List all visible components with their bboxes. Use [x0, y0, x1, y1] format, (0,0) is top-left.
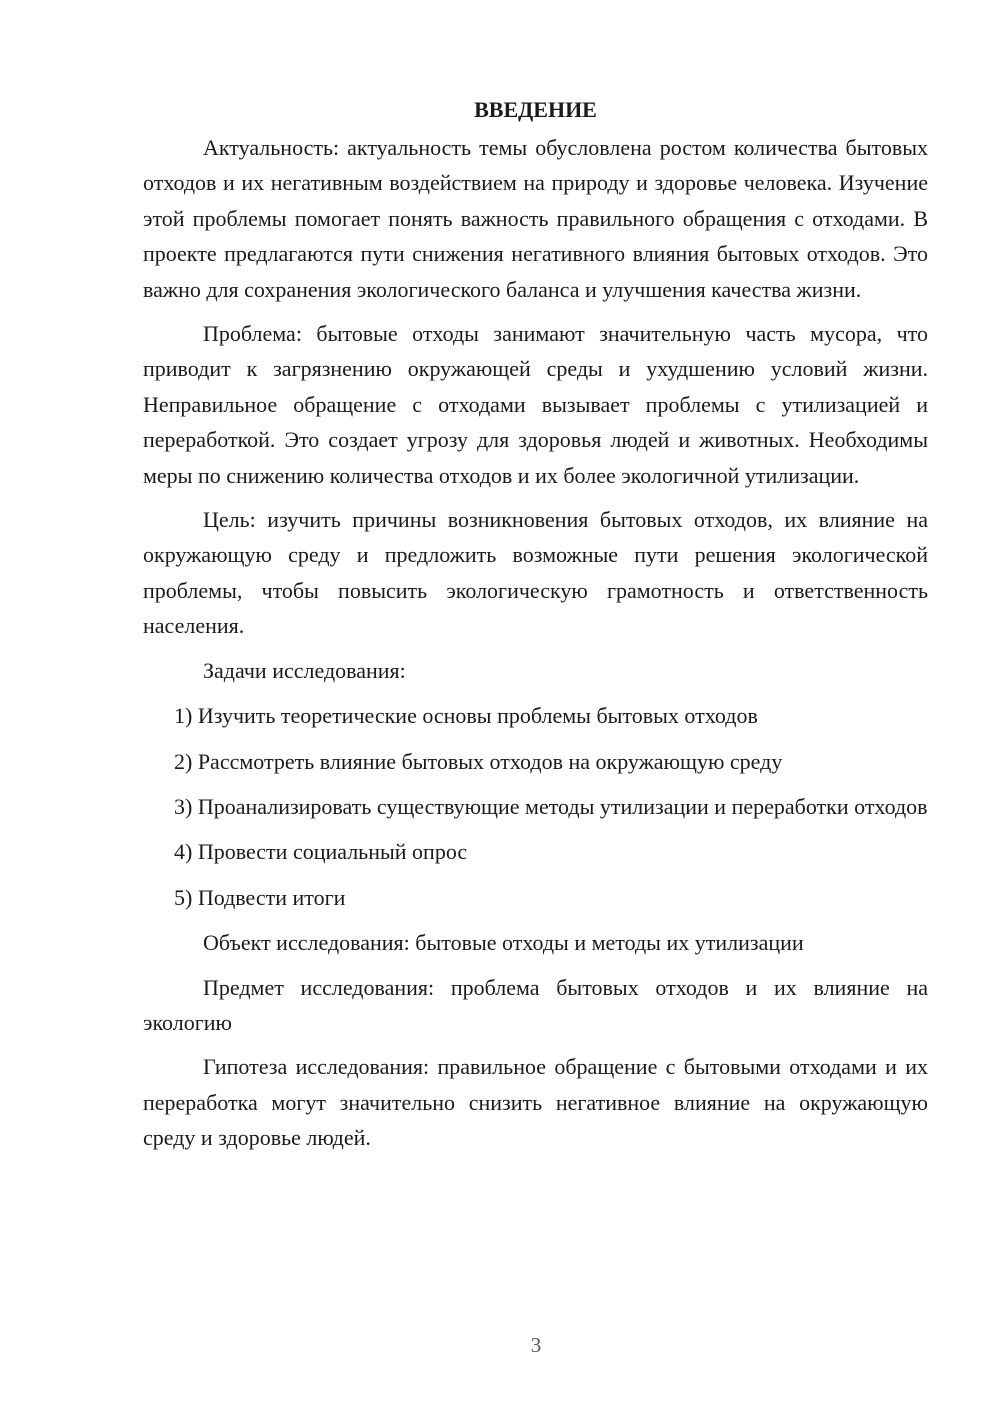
research-object-paragraph: Объект исследования: бытовые отходы и методы их утилизации [203, 930, 804, 956]
problem-paragraph: Проблема: бытовые отходы занимают значительную часть мусора, что приводит к загрязнению окружающей среды и ухудшению условий жизни. Неправильное обращение с отходами вызывает проблемы с утилизацией и переработкой. Это создает угрозу для здоровья людей и животных. Необходимы меры по снижению количества отходов и их более экологичной утилизации. [143, 321, 928, 488]
document-page [143, 92, 928, 1165]
page-number: 3 [530, 1333, 542, 1357]
page-title: ВВЕДЕНИЕ [474, 97, 597, 122]
goal-paragraph: Цель: изучить причины возникновения бытовых отходов, их влияние на окружающую среду и предложить возможные пути решения экологической проблемы, чтобы повысить экологическую грамотность и ответственность населения. [143, 507, 928, 639]
task-item-1: 1) Изучить теоретические основы проблемы бытовых отходов [174, 703, 758, 729]
tasks-heading: Задачи исследования: [203, 657, 406, 683]
task-item-2: 2) Рассмотреть влияние бытовых отходов на окружающую среду [174, 748, 783, 774]
research-subject-paragraph: Предмет исследования: проблема бытовых отходов и их влияние на экологию [143, 974, 928, 1035]
task-item-4: 4) Провести социальный опрос [174, 839, 468, 865]
task-item-5: 5) Подвести итоги [174, 884, 346, 910]
task-item-3: 3) Проанализировать существующие методы утилизации и переработки отходов [174, 793, 928, 819]
relevance-paragraph: Актуальность: актуальность темы обусловлена ростом количества бытовых отходов и их негативным воздействием на природу и здоровье человека. Изучение этой проблемы помогает понять важность правильного обращения с отходами. В проекте предлагаются пути снижения негативного влияния бытовых отходов. Это важно для сохранения экологического баланса и улучшения качества жизни. [143, 135, 928, 302]
hypothesis-paragraph: Гипотеза исследования: правильное обращение с бытовыми отходами и их переработка могут значительно снизить негативное влияние на окружающую среду и здоровье людей. [143, 1054, 928, 1151]
